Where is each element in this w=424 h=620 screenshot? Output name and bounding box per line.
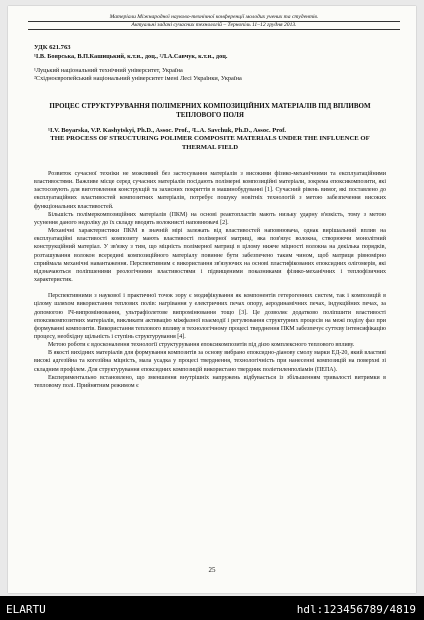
- paragraph: Розвиток сучасної техніки не можливий без застосування матеріалів з високими фізико-механічними та експлуатаційними властивостями. Важливе місце серед сучасних матеріалів посідають полімерні композиційні матеріали, зокрема епоксикомпозити, які застосовують для виготовлення конструкцій та захисних покриттів в машинобудуванні [1]. Сучасний рівень вимог, які поставлено до експлуатаційних властивостей композитних матеріалів, потребує пошуку новітніх технологій з метою забезпечення високих функціональних властивостей.: [34, 171, 386, 210]
- paragraph: Перспективними з наукової і практичної точок зору є модифікування як компонентів гетерогенних систем, так і композицій в цілому шляхом використання теплових полів: нагрівання у електричних печах опору, аеродинамічних печах, індукційних печах, за допомогою ІЧ-випромінювання, ультрафіолетове випромінювання тощо [3]. Це дозволяє додатково поліпшити властивості епоксикомпозитних матеріалів, викликати активацію міжфазної взаємодії і регулювання структурних процесів на межі поділу фаз при формуванні композитів. Використання теплового впливу в технологічному процесі тверднення ПКМ забезпечує суттєву інтенсифікацію процесу, необхідну щільність і ступінь структурування [4].: [34, 293, 386, 340]
- paragraph: В якості вихідних матеріалів для формування композитів за основу вибрано епоксидно-діанову смолу марки ЕД-20, який властиві високі адгезійна та когезійна міцність, мала усадка у процесі тверднення, технологічність при нанесенні композицій на поверхні зі складним профілем. Для структурування епоксидних композицій використано твердник поліетиленполіамін (ПЕПА).: [34, 350, 386, 373]
- repository-label: ELARTU: [6, 603, 46, 616]
- paragraph: Більшість полімеркомпозиційних матеріалів (ПКМ) на основі реактопластів мають низьку ударну в'язкість, тому з метою усунення даного недоліку до їх складу вводять волокнисті наповнювачі [2].: [34, 211, 386, 226]
- document-page: [8, 6, 416, 593]
- affiliation-1: ¹Луцький національний технічний університет, Україна: [34, 67, 183, 74]
- affiliation-2: ²Східноєвропейський національний університет імені Лесі Українки, Україна: [34, 75, 242, 82]
- paragraph: Метою роботи є вдосконалення технології структурування епоксикомпозитів під дією комплексного теплового впливу.: [48, 342, 355, 349]
- paragraph: Експериментально встановлено, що зменшення внутрішніх напружень відбувається із збільшенням тривалості витримки в тепловому полі. Прийнятним режимом є: [34, 374, 386, 389]
- paragraph: Механічні характеристики ПКМ в значній мірі залежать від властивостей наповнювача, однак вирішальний вплив на експлуатаційні властивості композиту мають властивості полімерної матриці, яка пов'язує волокна, створюючи монолітний конструкційний матеріал. У зв'язку з тим, що міцність полімерної матриці в цілому нижче міцності волокна на декілька порядків, розташування волокон всередині композиційного матеріалу повинне бути забезпечено таким чином, щоб матриця рівномірно сприймала механічні навантаження. Перспективним є використання зв'язуючих на основі пластифікованих епоксидних олігомерів, які відзначаються поліпшеними реологічними властивостями і підвищеними показниками фізико-механічних і теплофізичних характеристик.: [34, 228, 386, 284]
- page-number: 25: [208, 566, 216, 574]
- title-ukrainian: ПРОЦЕС СТРУКТУРУВАННЯ ПОЛІМЕРНИХ КОМПОЗИЦІЙНИХ МАТЕРІАЛІВ ПІД ВПЛИВОМ ТЕПЛОВОГО ПОЛЯ: [49, 102, 371, 119]
- affiliations: [34, 67, 242, 83]
- authors-ukrainian: ¹І.В. Боярська, В.П.Кашицький, к.т.н., доц., ²Л.А.Савчук, к.т.н., доц.: [34, 53, 228, 60]
- article-body: [34, 170, 386, 390]
- authors-english: ¹I.V. Boyarska, V.P. Kashytskyi, Ph.D., Assoc. Prof., ²L.A. Savchuk, Ph.D., Assoc. Prof.: [48, 127, 286, 134]
- header-line-2: Актуальні задачі сучасних технологій – Тернопіль 11–12 грудня 2013.: [28, 22, 400, 30]
- title-english: THE PROCESS OF STRUCTURING POLIMER COMPOSITE MATERIALS UNDER THE INFLUENCE OF THERMAL FIELD: [50, 135, 370, 151]
- handle-identifier: hdl:123456789/4819: [296, 603, 416, 616]
- header-line-1: Матеріали Міжнародної науково-технічної конференції молодих учених та студентів.: [28, 14, 400, 22]
- udc-code: УДК 621.763: [34, 44, 71, 51]
- viewer-footer-bar: [0, 596, 424, 620]
- conference-header: [28, 14, 400, 30]
